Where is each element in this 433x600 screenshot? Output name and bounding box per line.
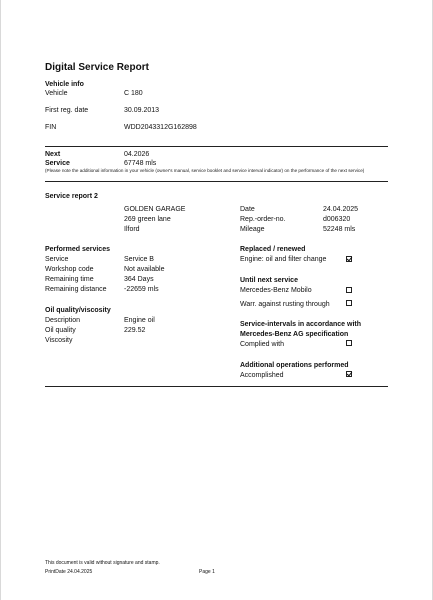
performed-row-value: Not available xyxy=(124,266,165,273)
oil-row-value: 229.52 xyxy=(124,327,146,334)
replaced-checkbox[interactable] xyxy=(346,256,352,262)
report-title: Digital Service Report xyxy=(45,62,149,73)
performed-row-label: Remaining time xyxy=(45,276,94,283)
divider-bottom xyxy=(45,386,388,387)
next-service-note: (Please note the additional information in your vehicle (owner's manual, service booklet and service interval indicator) on the performance of the next service) xyxy=(45,168,365,173)
date-label: Date xyxy=(240,206,255,213)
garage-street: 269 green lane xyxy=(124,216,171,223)
vehicle-info-heading: Vehicle info xyxy=(45,81,84,88)
additional-item-label: Accomplished xyxy=(240,372,284,379)
fin-value: WDD2043312G162898 xyxy=(124,124,197,131)
performed-row-value: 364 Days xyxy=(124,276,154,283)
next-value: 04.2026 xyxy=(124,151,150,158)
performed-row-value: Service B xyxy=(124,256,154,263)
garage-name: GOLDEN GARAGE xyxy=(124,206,186,213)
rep-order-label: Rep.-order-no. xyxy=(240,216,286,223)
divider-mid xyxy=(45,181,388,182)
print-date: PrintDate 24.04.2025 xyxy=(45,569,93,575)
rust-warranty-checkbox[interactable] xyxy=(346,300,352,306)
date-value: 24.04.2025 xyxy=(323,206,359,213)
intervals-item-label: Complied with xyxy=(240,341,284,348)
oil-row-label: Oil quality xyxy=(45,327,76,334)
vehicle-value: C 180 xyxy=(124,90,143,97)
additional-checkbox[interactable] xyxy=(346,371,352,377)
additional-heading: Additional operations performed xyxy=(240,362,349,369)
oil-row-value: Engine oil xyxy=(124,317,155,324)
until-next-item-label: Warr. against rusting through xyxy=(240,301,330,308)
oil-quality-heading: Oil quality/viscosity xyxy=(45,307,111,314)
garage-city: Ilford xyxy=(124,226,140,233)
intervals-heading-line2: Mercedes-Benz AG specification xyxy=(240,331,349,338)
first-reg-value: 30.09.2013 xyxy=(124,107,160,114)
oil-row-label: Viscosity xyxy=(45,337,73,344)
performed-row-label: Remaining distance xyxy=(45,286,107,293)
replaced-item-label: Engine: oil and filter change xyxy=(240,256,327,263)
page-number: Page 1 xyxy=(199,569,215,575)
mileage-value: 52248 mls xyxy=(323,226,356,233)
replaced-heading: Replaced / renewed xyxy=(240,246,306,253)
until-next-heading: Until next service xyxy=(240,277,298,284)
service-value: 67748 mls xyxy=(124,160,157,167)
service-label: Service xyxy=(45,160,70,167)
first-reg-label: First reg. date xyxy=(45,107,89,114)
performed-row-label: Workshop code xyxy=(45,266,94,273)
oil-row-label: Description xyxy=(45,317,81,324)
divider-top xyxy=(45,146,388,147)
mobilo-checkbox[interactable] xyxy=(346,287,352,293)
performed-row-label: Service xyxy=(45,256,69,263)
rep-order-value: d006320 xyxy=(323,216,351,223)
next-label: Next xyxy=(45,151,61,158)
vehicle-label: Vehicle xyxy=(45,90,68,97)
fin-label: FIN xyxy=(45,124,57,131)
validity-note: This document is valid without signature and stamp. xyxy=(45,560,160,566)
intervals-heading-line1: Service-intervals in accordance with xyxy=(240,321,361,328)
mileage-label: Mileage xyxy=(240,226,265,233)
until-next-item-label: Mercedes-Benz Mobilo xyxy=(240,287,312,294)
service-report-heading: Service report 2 xyxy=(45,193,98,200)
intervals-checkbox[interactable] xyxy=(346,340,352,346)
performed-row-value: -22659 mls xyxy=(124,286,159,293)
performed-services-heading: Performed services xyxy=(45,246,110,253)
